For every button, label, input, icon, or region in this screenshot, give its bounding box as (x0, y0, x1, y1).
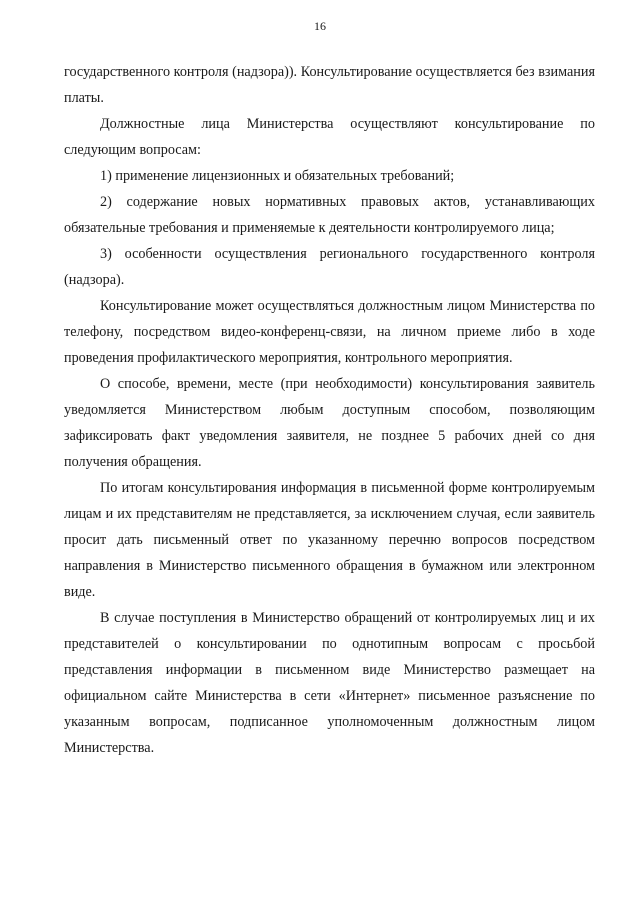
document-body (64, 59, 595, 761)
page-number: 16 (314, 19, 326, 33)
paragraph-notification: О способе, времени, месте (при необходимости) консультирования заявитель уведомляется Министерством любым доступным способом, позволяющим зафиксировать факт уведомления заявителя, не позднее 5 рабочих дней со дня получения обращения. (64, 376, 595, 470)
paragraph-continuation: государственного контроля (надзора)). Консультирование осуществляется без взимания платы. (64, 64, 595, 106)
list-item-1: 1) применение лицензионных и обязательных требований; (100, 168, 455, 184)
paragraph-written-info: По итогам консультирования информация в письменной форме контролируемым лицам и их представителям не представляется, за исключением случая, если заявитель просит дать письменный ответ по указанному перечню вопросов посредством направления в Министерство письменного обращения в бумажном или электронном виде. (64, 480, 595, 600)
paragraph-website-clarification: В случае поступления в Министерство обращений от контролируемых лиц и их представителей о консультировании по однотипным вопросам с просьбой представления информации в письменном виде Министерство размещает на официальном сайте Министерства в сети «Интернет» письменное разъяснение по указанным вопросам, подписанное уполномоченным должностным лицом Министерства. (64, 610, 595, 756)
paragraph-consulting-methods: Консультирование может осуществляться должностным лицом Министерства по телефону, посредством видео-конференц-связи, на личном приеме либо в ходе проведения профилактического мероприятия, контрольного мероприятия. (64, 298, 595, 366)
list-item-2: 2) содержание новых нормативных правовых актов, устанавливающих обязательные требования и применяемые к деятельности контролируемого лица; (64, 194, 595, 236)
paragraph-consulting-officials: Должностные лица Министерства осуществляют консультирование по следующим вопросам: (64, 116, 595, 158)
list-item-3: 3) особенности осуществления регионального государственного контроля (надзора). (64, 246, 595, 288)
